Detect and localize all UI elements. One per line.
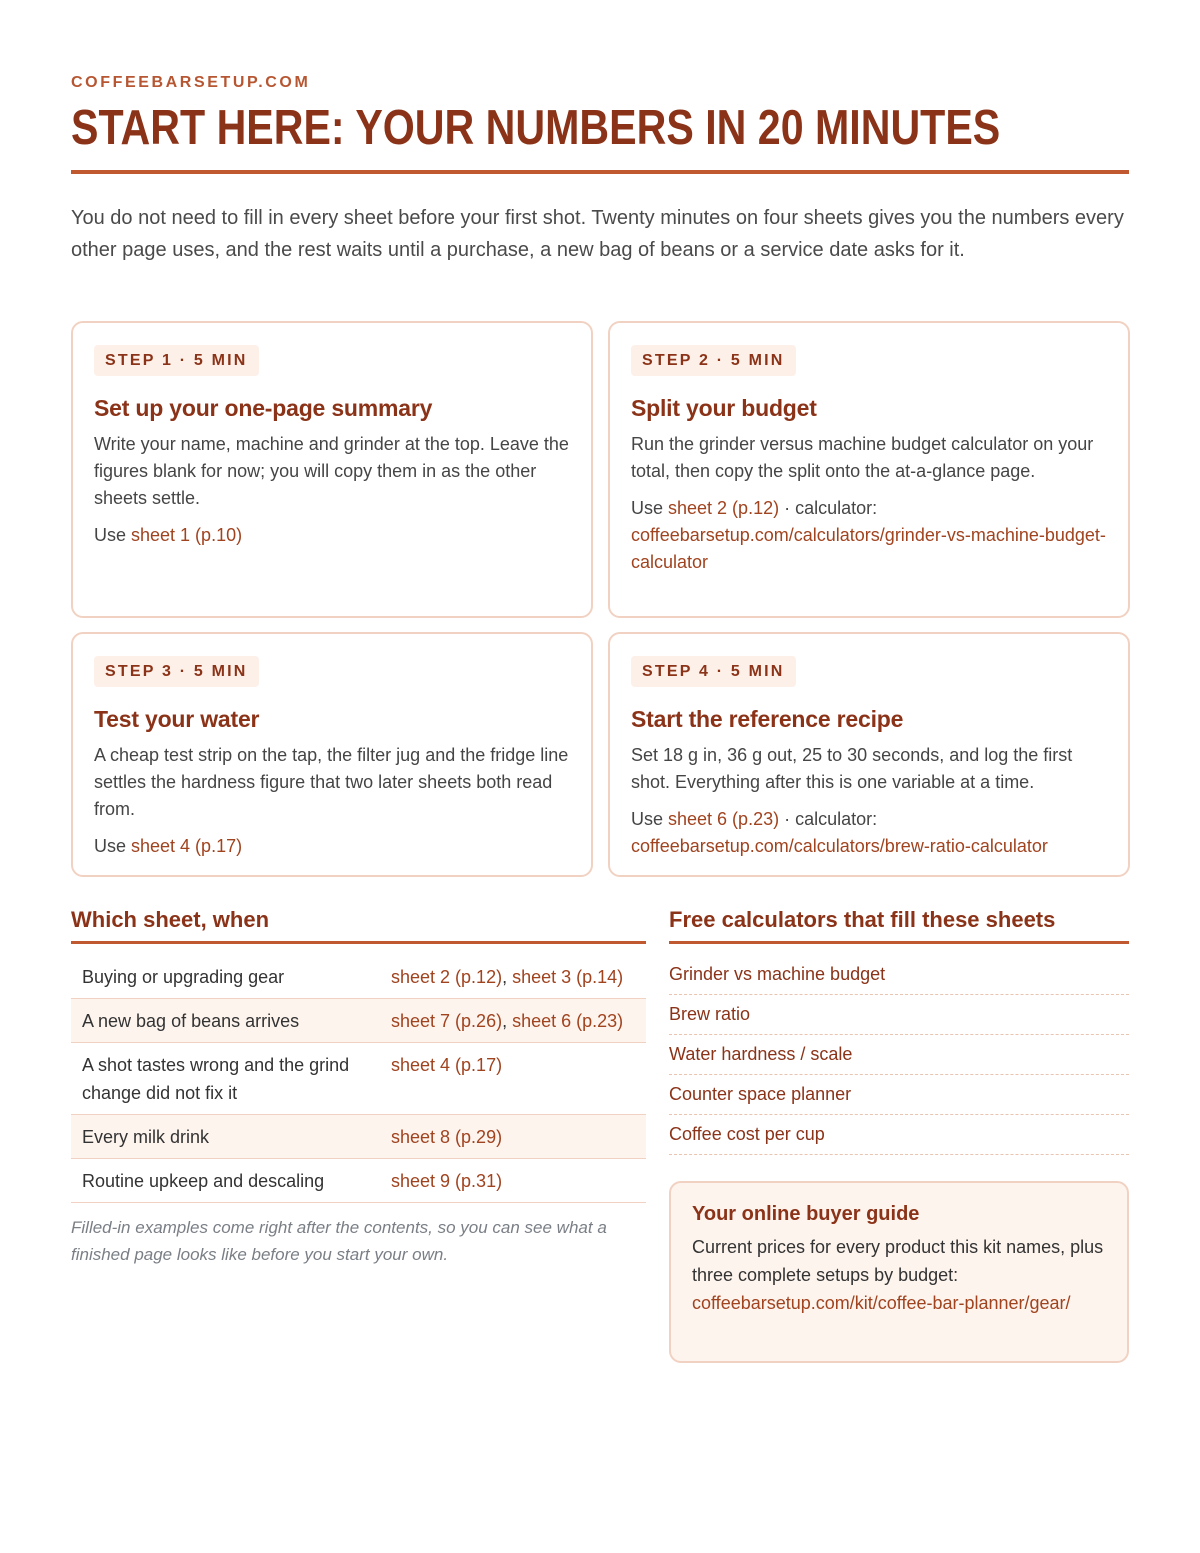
step-title: Set up your one-page summary <box>94 395 433 421</box>
table-row <box>71 999 646 1043</box>
calculator-link[interactable]: Coffee cost per cup <box>669 1115 1129 1155</box>
calculator-link[interactable]: coffeebarsetup.com/calculators/grinder-vs-machine-budget-calculator <box>631 525 1106 572</box>
sheet-link[interactable]: sheet 8 (p.29) <box>391 1127 503 1147</box>
buyer-guide-box <box>669 1181 1129 1363</box>
calculator-link[interactable]: Counter space planner <box>669 1075 1129 1115</box>
sheet-link[interactable]: sheet 4 (p.17) <box>131 836 243 856</box>
calculator-prefix: · calculator: <box>779 809 878 829</box>
table-row <box>71 1115 646 1159</box>
calculator-list <box>669 955 1129 1155</box>
step-badge: STEP 3 · 5 MIN <box>94 656 259 687</box>
calculator-link[interactable]: coffeebarsetup.com/calculators/brew-ratio-calculator <box>631 836 1048 856</box>
sheets-cell <box>381 955 646 999</box>
sheet-link[interactable]: sheet 2 (p.12) <box>391 967 503 987</box>
step-card-4 <box>608 632 1130 877</box>
sheet-link[interactable]: sheet 4 (p.17) <box>391 1055 503 1075</box>
sheets-cell <box>381 999 646 1043</box>
sheet-link[interactable]: sheet 6 (p.23) <box>668 809 780 829</box>
step-card-3 <box>71 632 593 877</box>
sheets-cell <box>381 1115 646 1159</box>
sheet-separator: , <box>502 1011 513 1031</box>
situation-cell: Buying or upgrading gear <box>71 955 381 999</box>
sheets-cell <box>381 1043 646 1115</box>
step-body: A cheap test strip on the tap, the filter jug and the fridge line settles the hardness figure that two later sheets both read from. <box>94 745 569 819</box>
buyer-guide-text: Current prices for every product this kit names, plus three complete setups by budget: <box>692 1237 1104 1285</box>
situation-cell: Routine upkeep and descaling <box>71 1159 381 1203</box>
situation-cell: A shot tastes wrong and the grind change did not fix it <box>71 1043 381 1115</box>
step-use-line <box>631 806 1108 860</box>
sheet-link[interactable]: sheet 2 (p.12) <box>668 498 780 518</box>
step-card-2 <box>608 321 1130 618</box>
step-body: Set 18 g in, 36 g out, 25 to 30 seconds, and log the first shot. Everything after this is one variable at a time. <box>631 745 1073 792</box>
buyer-guide-body <box>692 1233 1107 1317</box>
calculator-link[interactable]: Water hardness / scale <box>669 1035 1129 1075</box>
examples-note: Filled-in examples come right after the contents, so you can see what a finished page looks like before you start your own. <box>71 1218 607 1264</box>
buyer-guide-title: Your online buyer guide <box>692 1203 920 1225</box>
sheet-link[interactable]: sheet 3 (p.14) <box>512 967 624 987</box>
situation-cell: A new bag of beans arrives <box>71 999 381 1043</box>
step-card-1 <box>71 321 593 618</box>
intro-text: You do not need to fill in every sheet before your first shot. Twenty minutes on four sheets gives you the numbers every other page uses, and the rest waits until a purchase, a new bag of beans or a service date asks for it. <box>71 207 1124 261</box>
which-sheet-heading: Which sheet, when <box>71 907 646 944</box>
table-row <box>71 1159 646 1203</box>
use-prefix: Use <box>94 525 132 545</box>
step-badge: STEP 2 · 5 MIN <box>631 345 796 376</box>
calculator-prefix: · calculator: <box>779 498 878 518</box>
step-title: Split your budget <box>631 395 817 421</box>
use-prefix: Use <box>631 498 669 518</box>
site-name: COFFEEBARSETUP.COM <box>71 74 311 91</box>
buyer-guide-link[interactable]: coffeebarsetup.com/kit/coffee-bar-planner/gear/ <box>692 1293 1071 1313</box>
step-use-line <box>94 522 571 549</box>
table-row <box>71 1043 646 1115</box>
which-sheet-table <box>71 955 646 1203</box>
page-title: START HERE: YOUR NUMBERS IN 20 MINUTES <box>71 101 1001 155</box>
step-badge: STEP 4 · 5 MIN <box>631 656 796 687</box>
step-title: Test your water <box>94 706 260 732</box>
calculators-heading: Free calculators that fill these sheets <box>669 907 1129 944</box>
title-rule <box>71 170 1129 174</box>
sheet-link[interactable]: sheet 9 (p.31) <box>391 1171 503 1191</box>
calculator-link[interactable]: Grinder vs machine budget <box>669 955 1129 995</box>
step-badge: STEP 1 · 5 MIN <box>94 345 259 376</box>
sheet-separator: , <box>502 967 513 987</box>
step-title: Start the reference recipe <box>631 706 904 732</box>
sheets-cell <box>381 1159 646 1203</box>
sheet-link[interactable]: sheet 7 (p.26) <box>391 1011 503 1031</box>
sheet-link[interactable]: sheet 6 (p.23) <box>512 1011 624 1031</box>
sheet-link[interactable]: sheet 1 (p.10) <box>131 525 243 545</box>
step-body: Run the grinder versus machine budget calculator on your total, then copy the split onto the at-a-glance page. <box>631 434 1094 481</box>
use-prefix: Use <box>631 809 669 829</box>
calculator-link[interactable]: Brew ratio <box>669 995 1129 1035</box>
step-body: Write your name, machine and grinder at the top. Leave the figures blank for now; you will copy them in as the other sheets settle. <box>94 434 569 508</box>
situation-cell: Every milk drink <box>71 1115 381 1159</box>
use-prefix: Use <box>94 836 132 856</box>
step-use-line <box>631 495 1108 576</box>
table-row <box>71 955 646 999</box>
step-use-line <box>94 833 571 860</box>
